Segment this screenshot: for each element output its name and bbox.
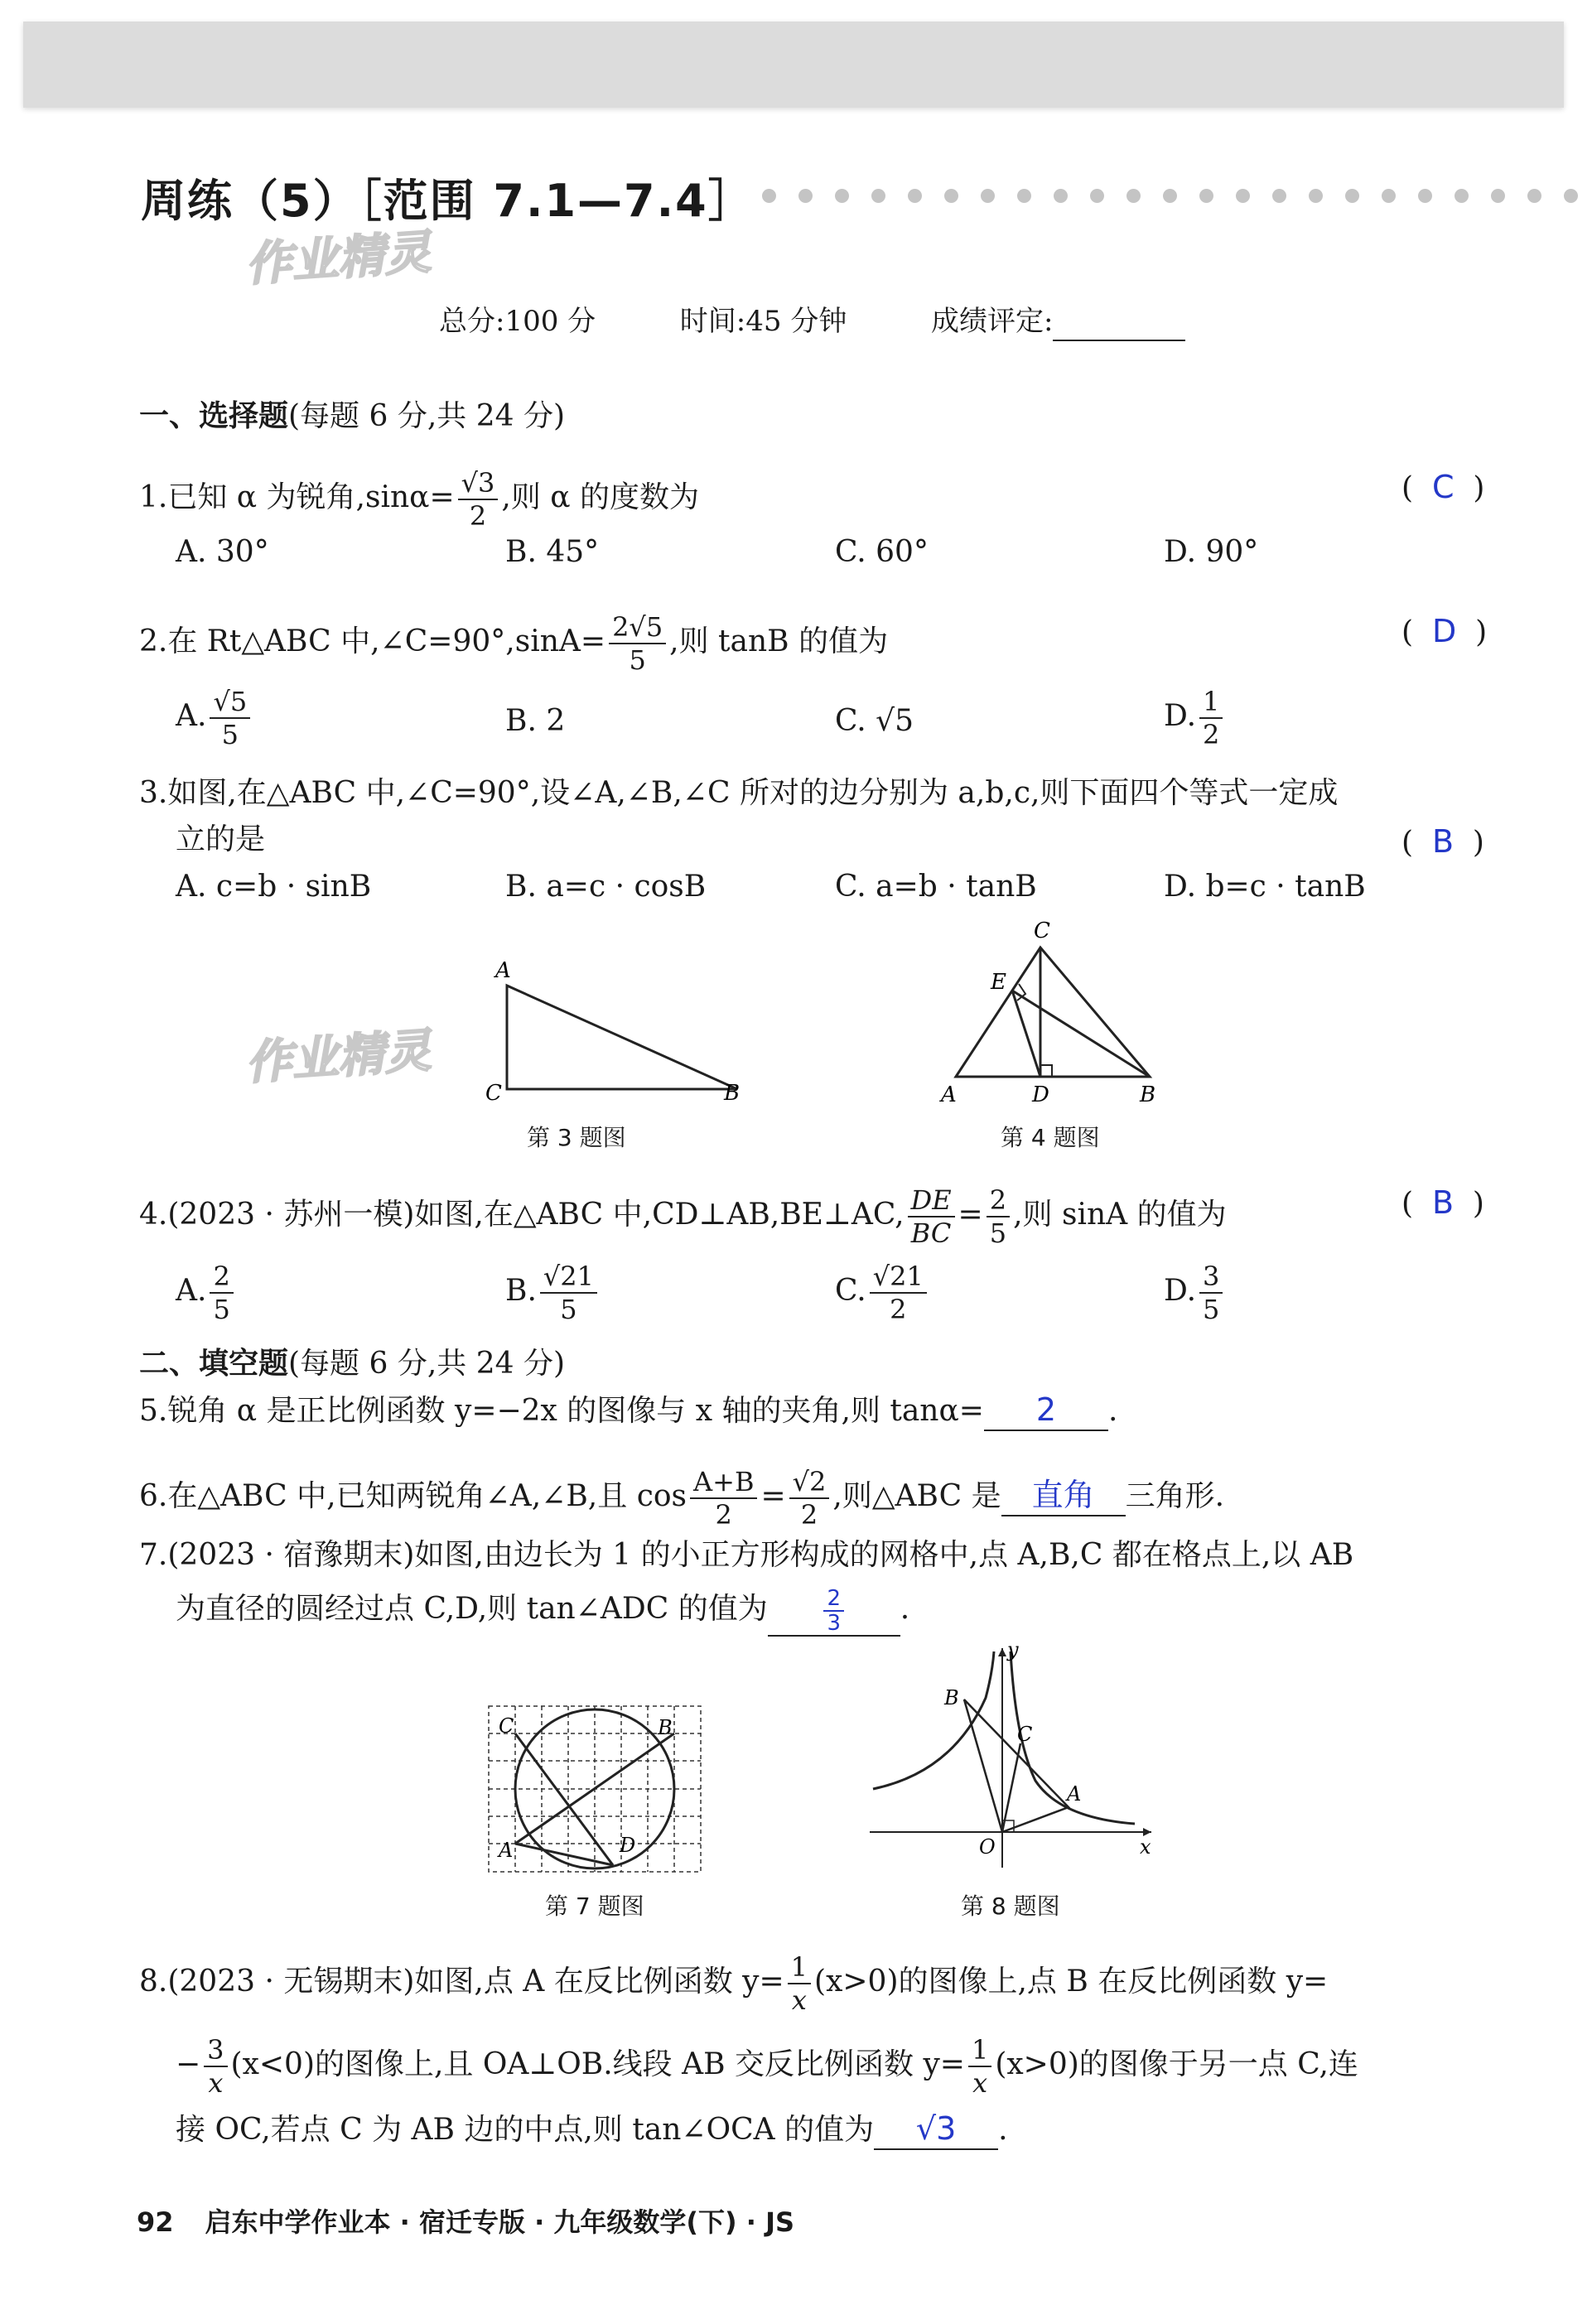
q1-option-d: D. 90° (1164, 535, 1259, 569)
score-info (439, 303, 1185, 341)
q2-option-c: C. √5 (835, 704, 914, 738)
answer-3: B (1431, 823, 1455, 860)
q3-option-a: A. c=b · sinB (176, 870, 372, 904)
answer-5: 2 (1035, 1391, 1057, 1428)
question-1: 1.已知 α 为锐角,sinα= $\frac{√3}{2}$ ,则 α 的度数为 (139, 467, 700, 532)
figure-4-triangle-altitudes (928, 911, 1176, 1110)
label-b: B (1140, 1082, 1156, 1107)
q4-option-c: C. $\frac{√21}{2}$ (835, 1261, 930, 1325)
label-c: C (1017, 1723, 1033, 1746)
q3-option-b: B. a=c · cosB (505, 870, 707, 904)
q4-option-d: D. $\frac{3}{5}$ (1164, 1261, 1226, 1325)
answer-4: B (1431, 1184, 1455, 1221)
q8-answer-blank[interactable] (874, 2110, 998, 2150)
label-y: y (1007, 1640, 1019, 1661)
grade-blank[interactable] (1053, 303, 1185, 341)
page-number: 92 (137, 2206, 174, 2238)
label-c: C (1034, 919, 1050, 943)
question-4: 4.(2023 · 苏州一模)如图,在△ABC 中,CD⊥AB,BE⊥AC, $\frac{DE}{BC}$ = $\frac{2}{5}$ ,则 sinA 的值为 (139, 1184, 1227, 1249)
time-limit: 时间:45 分钟 (679, 305, 847, 338)
answer-bracket-3: ( B ) (1401, 823, 1484, 860)
answer-6: 直角 (1031, 1477, 1095, 1513)
book-title: 启东中学作业本 · 宿迁专版 · 九年级数学(下) · JS (205, 2206, 795, 2238)
watermark: 作业精灵 (244, 225, 433, 292)
figure-7-caption: 第 7 题图 (545, 1892, 644, 1920)
label-d: D (620, 1834, 636, 1857)
figure-4-caption: 第 4 题图 (1001, 1124, 1100, 1151)
q4-option-a: A. $\frac{2}{5}$ (176, 1261, 237, 1325)
question-2: 2.在 Rt△ABC 中,∠C=90°,sinA= $\frac{2√5}{5}$ ,则 tanB 的值为 (139, 611, 889, 676)
question-7-line-2: 为直径的圆经过点 C,D,则 tan∠ADC 的值为 $\frac{2}{3}$ . (176, 1586, 910, 1636)
figure-8-caption: 第 8 题图 (961, 1892, 1060, 1920)
q7-answer-blank[interactable] (768, 1587, 900, 1637)
q2-option-a: A. $\frac{√5}{5}$ (176, 686, 253, 750)
label-b: B (658, 1716, 673, 1739)
q2-option-d: D. $\frac{1}{2}$ (1164, 686, 1226, 750)
fraction: $\frac{√3}{2}$ (458, 467, 499, 532)
q6-answer-blank[interactable] (1001, 1477, 1126, 1516)
question-3-line-2: 立的是 (176, 822, 266, 856)
question-3-line-1: 3.如图,在△ABC 中,∠C=90°,设∠A,∠B,∠C 所对的边分别为 a,b,c,则下面四个等式一定成 (139, 776, 1339, 810)
q1-option-c: C. 60° (835, 535, 929, 569)
title-dot-decoration (762, 189, 1578, 203)
total-score: 总分:100 分 (439, 305, 596, 338)
answer-bracket-2: ( D ) (1401, 613, 1488, 649)
question-6: 6.在△ABC 中,已知两锐角∠A,∠B,且 cos $\frac{A+B}{2}$ = $\frac{√2}{2}$ ,则△ABC 是 直角 三角形. (139, 1466, 1225, 1531)
answer-7: $\frac{2}{3}$ (823, 1587, 844, 1635)
grade-label: 成绩评定: (930, 305, 1054, 338)
q2-option-b: B. 2 (505, 704, 566, 738)
watermark: 作业精灵 (244, 1024, 433, 1091)
label-e: E (991, 970, 1006, 995)
q3-option-c: C. a=b · tanB (835, 870, 1037, 904)
figure-3-right-triangle (464, 952, 762, 1118)
q1-option-a: A. 30° (176, 535, 269, 569)
answer-2: D (1431, 613, 1457, 649)
figure-7-grid-circle (480, 1698, 712, 1880)
q1-option-b: B. 45° (505, 535, 600, 569)
label-a: A (941, 1082, 957, 1107)
answer-bracket-4: ( B ) (1401, 1184, 1484, 1221)
page-title: 周练（5）［范围 7.1—7.4］ (141, 175, 755, 227)
label-a: A (499, 1839, 514, 1862)
label-c: C (485, 1081, 502, 1106)
label-c: C (499, 1714, 514, 1738)
figure-3-caption: 第 3 题图 (527, 1124, 626, 1151)
question-7-line-1: 7.(2023 · 宿豫期末)如图,由边长为 1 的小正方形构成的网格中,点 A,B,C 都在格点上,以 AB (139, 1538, 1354, 1572)
scan-top-bar (23, 22, 1564, 108)
label-b: B (944, 1686, 959, 1709)
label-x: x (1140, 1835, 1151, 1859)
q3-option-d: D. b=c · tanB (1164, 870, 1366, 904)
question-8-line-3: 接 OC,若点 C 为 AB 边的中点,则 tan∠OCA 的值为 √3 . (176, 2110, 1008, 2150)
label-a: A (1067, 1782, 1082, 1806)
fraction: $\frac{2√5}{5}$ (609, 611, 666, 676)
q4-option-b: B. $\frac{√21}{5}$ (505, 1261, 601, 1325)
answer-1: C (1431, 469, 1455, 505)
page-footer (137, 2201, 794, 2240)
label-d: D (1032, 1082, 1049, 1107)
answer-8: √3 (915, 2110, 957, 2147)
answer-bracket-1: ( C ) (1401, 469, 1485, 505)
question-8-line-2: − $\frac{3}{x}$ (x<0)的图像上,且 OA⊥OB.线段 AB 交反比例函数 y= $\frac{1}{x}$ (x>0)的图像于另一点 C,连 (176, 2034, 1358, 2099)
q5-answer-blank[interactable] (984, 1391, 1108, 1431)
figure-8-inverse-function (861, 1640, 1160, 1872)
section-2-heading: 二、填空题(每题 6 分,共 24 分) (139, 1347, 566, 1381)
question-5: 5.锐角 α 是正比例函数 y=−2x 的图像与 x 轴的夹角,则 tanα= 2 . (139, 1391, 1117, 1431)
section-1-heading: 一、选择题(每题 6 分,共 24 分) (139, 399, 566, 433)
label-b: B (724, 1081, 741, 1106)
label-o: O (979, 1835, 996, 1859)
question-8-line-1: 8.(2023 · 无锡期末)如图,点 A 在反比例函数 y= $\frac{1}{x}$ (x>0)的图像上,点 B 在反比例函数 y= (139, 1951, 1329, 2016)
label-a: A (495, 958, 511, 983)
